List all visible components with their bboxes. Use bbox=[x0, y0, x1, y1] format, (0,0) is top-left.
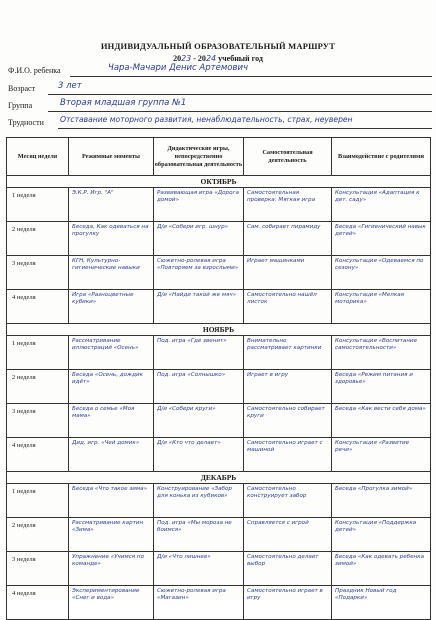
didactic-cell: Под. игра «Где звенит» bbox=[154, 336, 244, 370]
difficulty-field bbox=[8, 115, 432, 132]
month-row bbox=[7, 324, 431, 336]
table-header-row bbox=[7, 138, 431, 176]
header-independent: Самостоятельная деятельность bbox=[244, 138, 332, 176]
month-row bbox=[7, 176, 431, 188]
routine-cell: Беседа о семье «Моя мама» bbox=[69, 404, 154, 438]
month-name: ОКТЯБРЬ bbox=[7, 176, 431, 188]
routine-cell: Упражнение «Учимся по команде» bbox=[69, 552, 154, 586]
parents-cell: Консультация «Воспитание самостоятельности» bbox=[332, 336, 431, 370]
fio-label: Ф.И.О. ребенка bbox=[8, 66, 61, 75]
table-row bbox=[7, 552, 431, 586]
routine-cell: Беседа «Осень, дождик идёт» bbox=[69, 370, 154, 404]
independent-cell: Играет машинками bbox=[244, 256, 332, 290]
didactic-cell: Д/и «Кто что делает» bbox=[154, 438, 244, 472]
table-row bbox=[7, 586, 431, 620]
week-label: 2 неделя bbox=[7, 518, 69, 552]
didactic-cell: Д/и «Найди такой же мяч» bbox=[154, 290, 244, 324]
year-suffix: учебный год bbox=[218, 54, 263, 63]
independent-cell: Играет в игру bbox=[244, 370, 332, 404]
independent-cell: Самостоятельно играет в игру bbox=[244, 586, 332, 620]
routine-cell: Рассматривание картин «Зима» bbox=[69, 518, 154, 552]
header-month-week: Месяц неделя bbox=[7, 138, 69, 176]
week-label: 4 неделя bbox=[7, 290, 69, 324]
header-routine: Режимные моменты bbox=[69, 138, 154, 176]
difficulty-underline bbox=[58, 128, 432, 129]
parents-cell: Консультация «Одеваемся по сезону» bbox=[332, 256, 431, 290]
table-row bbox=[7, 370, 431, 404]
week-label: 2 неделя bbox=[7, 370, 69, 404]
didactic-cell: Развивающая игра «Дорога домой» bbox=[154, 188, 244, 222]
table-row bbox=[7, 290, 431, 324]
didactic-cell: Сюжетно-ролевая игра «Магазин» bbox=[154, 586, 244, 620]
independent-cell: Справляется с игрой bbox=[244, 518, 332, 552]
routine-cell: Экспериментирование «Снег и вода» bbox=[69, 586, 154, 620]
group-label: Группа bbox=[8, 101, 33, 110]
year-to: 24 bbox=[205, 54, 217, 63]
routine-cell: Дид. игр. «Чей домик» bbox=[69, 438, 154, 472]
age-label: Возраст bbox=[8, 84, 36, 93]
difficulty-label: Трудности bbox=[8, 118, 44, 127]
table-body bbox=[7, 176, 431, 620]
age-value: 3 лет bbox=[58, 81, 82, 91]
year-mid: - 20 bbox=[193, 54, 206, 63]
week-label: 2 неделя bbox=[7, 222, 69, 256]
independent-cell: Самостоятельная проверка: Мягкая игра bbox=[244, 188, 332, 222]
parents-cell: Беседа «Гигиенический навык детей» bbox=[332, 222, 431, 256]
difficulty-value: Отставание моторного развития, ненаблюдательность, страх, неуверен bbox=[60, 115, 353, 124]
routine-cell: Рассматривание иллюстраций «Осень» bbox=[69, 336, 154, 370]
week-label: 3 неделя bbox=[7, 552, 69, 586]
parents-cell: Консультация «Развитие речи» bbox=[332, 438, 431, 472]
parents-cell: Праздник Новый год «Подарки» bbox=[332, 586, 431, 620]
group-value: Вторая младшая группа №1 bbox=[60, 98, 187, 108]
age-underline bbox=[48, 94, 432, 95]
month-row bbox=[7, 472, 431, 484]
week-label: 1 неделя bbox=[7, 188, 69, 222]
didactic-cell: Под. игра «Солнышко» bbox=[154, 370, 244, 404]
group-field bbox=[8, 98, 432, 115]
week-label: 3 неделя bbox=[7, 404, 69, 438]
week-label: 4 неделя bbox=[7, 438, 69, 472]
didactic-cell: Д/и «Что лишнее» bbox=[154, 552, 244, 586]
group-underline bbox=[48, 111, 432, 112]
didactic-cell: Конструирование «Забор для конька из кубиков» bbox=[154, 484, 244, 518]
table-row bbox=[7, 484, 431, 518]
table-row bbox=[7, 438, 431, 472]
didactic-cell: Д/и «Собери игр. шнур» bbox=[154, 222, 244, 256]
table-row bbox=[7, 222, 431, 256]
week-label: 1 неделя bbox=[7, 336, 69, 370]
parents-cell: Консультация «Адаптация к дет. саду» bbox=[332, 188, 431, 222]
parents-cell: Беседа «Как одевать ребенка зимой» bbox=[332, 552, 431, 586]
table-row bbox=[7, 518, 431, 552]
independent-cell: Самостоятельно конструирует забор bbox=[244, 484, 332, 518]
document-title: ИНДИВИДУАЛЬНЫЙ ОБРАЗОВАТЕЛЬНЫЙ МАРШРУТ bbox=[100, 41, 336, 51]
routine-cell: Игра «Разноцветные кубики» bbox=[69, 290, 154, 324]
parents-cell: Беседа «Как вести себя дома» bbox=[332, 404, 431, 438]
independent-cell: Самостоятельно играет с машиной bbox=[244, 438, 332, 472]
fio-value: Чара-Мачари Денис Артемович bbox=[108, 63, 248, 73]
parents-cell: Консультация «Мелкая моторика» bbox=[332, 290, 431, 324]
week-label: 3 неделя bbox=[7, 256, 69, 290]
routine-cell: Э.К.Р. Игр. "А" bbox=[69, 188, 154, 222]
independent-cell: Самостоятельно нашёл листок bbox=[244, 290, 332, 324]
table-row bbox=[7, 256, 431, 290]
year-from: 23 bbox=[181, 54, 192, 63]
table-row bbox=[7, 404, 431, 438]
age-field bbox=[8, 81, 432, 98]
month-name: ДЕКАБРЬ bbox=[7, 472, 431, 484]
week-label: 4 неделя bbox=[7, 586, 69, 620]
independent-cell: Самостоятельно делает выбор bbox=[244, 552, 332, 586]
table-row bbox=[7, 188, 431, 222]
fio-field bbox=[8, 63, 432, 80]
didactic-cell: Сюжетно-ролевая игра «Повторяем за взрослыми» bbox=[154, 256, 244, 290]
parents-cell: Консультация «Поддержка детей» bbox=[332, 518, 431, 552]
parents-cell: Беседа «Режим питания и здоровье» bbox=[332, 370, 431, 404]
routine-cell: Беседа «Что такое зима» bbox=[69, 484, 154, 518]
week-label: 1 неделя bbox=[7, 484, 69, 518]
didactic-cell: Д/и «Собери круги» bbox=[154, 404, 244, 438]
routine-cell: КГН, Культурно-гигиенические навыки bbox=[69, 256, 154, 290]
school-year-line bbox=[0, 54, 436, 63]
routine-cell: Беседа, Как одеваться на прогулку bbox=[69, 222, 154, 256]
month-name: НОЯБРЬ bbox=[7, 324, 431, 336]
header-didactic: Дидактические игры, непосредственно образовательная деятельность bbox=[154, 138, 244, 176]
independent-cell: Сам. собирает пирамиду bbox=[244, 222, 332, 256]
independent-cell: Внимательно рассматривает картинки bbox=[244, 336, 332, 370]
header-parents: Взаимодействие с родителями bbox=[332, 138, 431, 176]
table-row bbox=[7, 336, 431, 370]
didactic-cell: Под. игра «Мы мороза не боимся» bbox=[154, 518, 244, 552]
fio-underline bbox=[70, 76, 432, 77]
year-prefix: 20 bbox=[173, 54, 182, 63]
route-table bbox=[6, 137, 430, 620]
independent-cell: Самостоятельно собирает круги bbox=[244, 404, 332, 438]
parents-cell: Беседа «Прогулка зимой» bbox=[332, 484, 431, 518]
